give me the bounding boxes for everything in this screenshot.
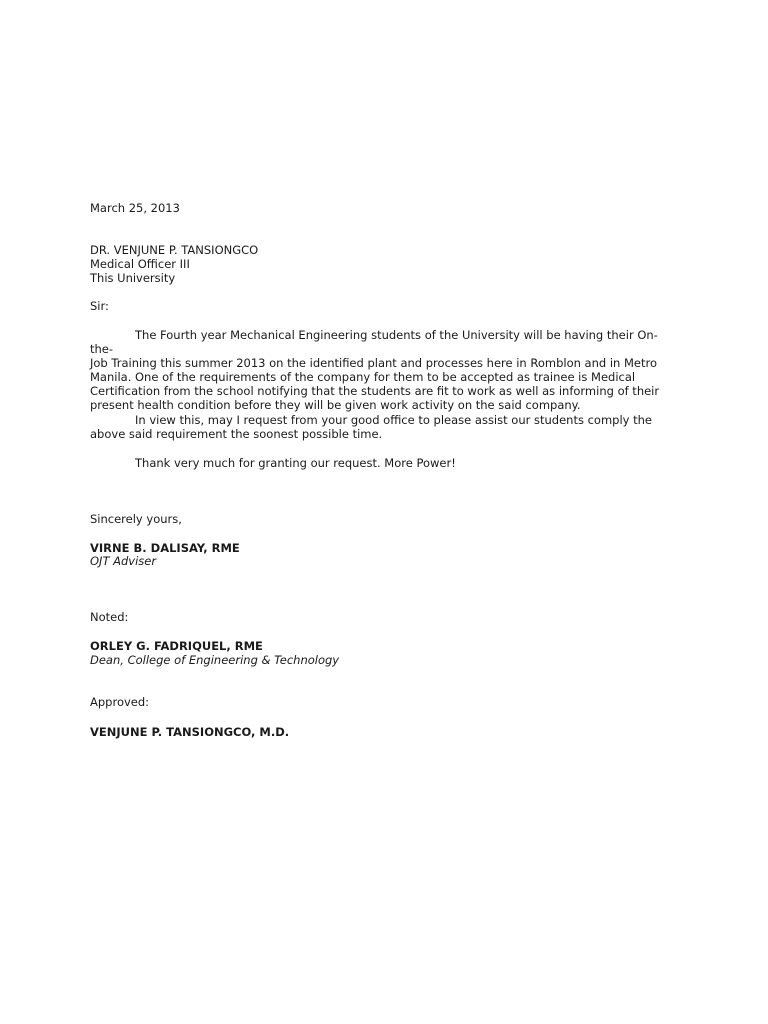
noted-label: Noted: [90, 610, 129, 624]
approved-label: Approved: [90, 695, 150, 709]
recipient-name: DR. VENJUNE P. TANSIONGCO [90, 243, 259, 257]
recipient-organization: This University [90, 271, 176, 285]
noted-name: ORLEY G. FADRIQUEL, RME [90, 639, 263, 653]
signatory-title: OJT Adviser [90, 554, 157, 568]
letter-date: March 25, 2013 [90, 201, 180, 215]
body-paragraph-2: In view this, may I request from your good office to please assist our students comply the above said requirement the soonest possible time. [90, 413, 652, 441]
body-paragraph-1: The Fourth year Mechanical Engineering students of the University will be having their On-the- Job Training this summer 2013 on the identified plant and processes here in Romblon and in Metro Manila. One of the requirements of the company for them to be accepted as trainee is Medical Certification from the school notifying that the students are fit to work as well as informing of their present health condition before they will be given work activity on the said company. [90, 328, 660, 412]
salutation: Sir: [90, 299, 109, 313]
recipient-title: Medical Officer III [90, 257, 190, 271]
signatory-name: VIRNE B. DALISAY, RME [90, 541, 240, 555]
closing: Sincerely yours, [90, 512, 182, 526]
noted-title: Dean, College of Engineering & Technology [90, 653, 340, 667]
approved-name: VENJUNE P. TANSIONGCO, M.D. [90, 725, 290, 739]
body-paragraph-3: Thank very much for granting our request. More Power! [135, 456, 456, 470]
